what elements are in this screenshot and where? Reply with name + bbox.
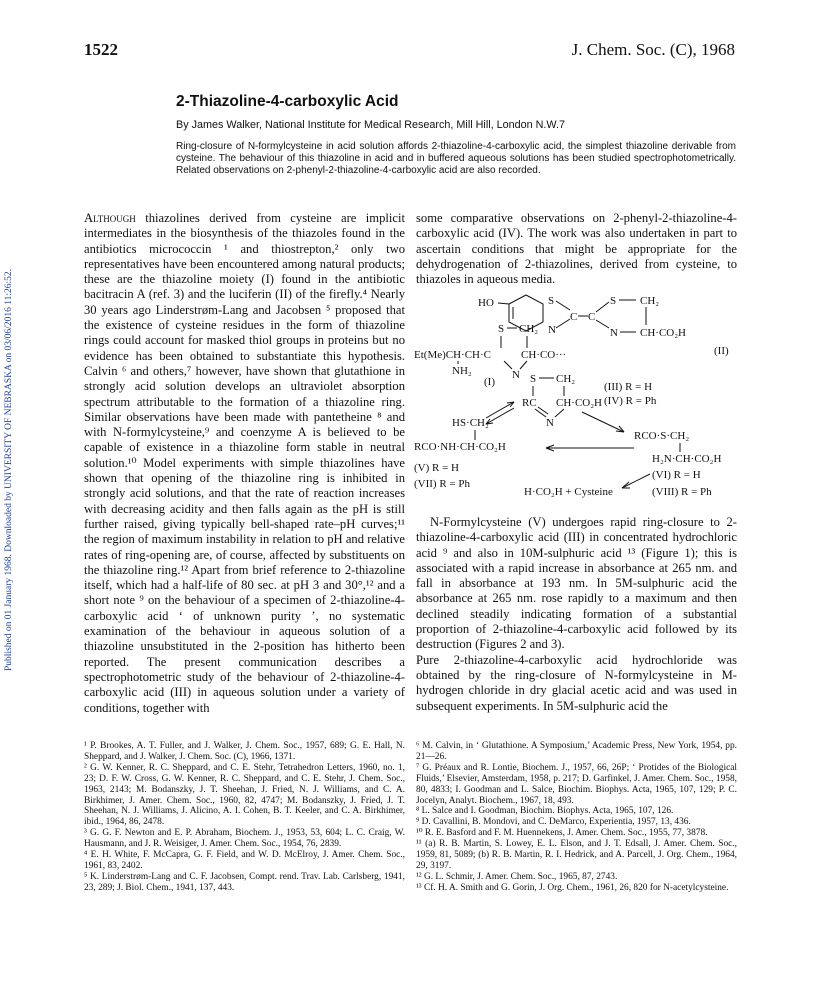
paragraph-ring-closure: N-Formylcysteine (V) undergoes rapid ring-closure to 2-thiazoline-4-carboxylic acid (III) in concentrated hydrochloric acid ⁹ and also in 10M-sulphuric acid ¹³ (Figure 1); this is associated with a rapid increase in absorbance at 265 nm. and fall in absorbance at 193 nm. In 5M-sulphuric acid the absorbance at 265 nm. rose rapidly to a maximum and then declined steadily indicating formation of a substantial proportion of 2-thiazoline-4-carboxylic acid followed by its destruction (Figures 2 and 3). bbox=[416, 515, 737, 652]
bond-n-c bbox=[556, 319, 570, 328]
footnote: ⁹ D. Cavallini, B. Mondovi, and C. DeMarco, Experientia, 1957, 13, 436. bbox=[416, 817, 691, 828]
label-viii: (VIII) R = Ph bbox=[652, 486, 712, 498]
footnote: ¹ P. Brookes, A. T. Fuller, and J. Walker, J. Chem. Soc., 1957, 689; G. E. Hall, N. Sheppard, and J. Walker, J. Chem. Soc. (C), 1966, 1371. bbox=[84, 741, 405, 762]
hsch2-label: HS·CH₂ bbox=[452, 417, 489, 429]
i-nh2-label: NH₂ bbox=[452, 365, 472, 377]
footnote: ⁵ K. Linderstrøm-Lang and C. F. Jacobsen, Compt. rend. Trav. Lab. Carlsberg, 1941, 23, 289; J. Biol. Chem., 1941, 137, 443. bbox=[84, 871, 405, 893]
footnote: ¹³ Cf. H. A. Smith and G. Gorin, J. Org. Chem., 1961, 26, 820 for N-acetylcysteine. bbox=[416, 882, 729, 893]
benz-c-label: C bbox=[570, 311, 578, 323]
label-v: (V) R = H bbox=[414, 462, 460, 474]
iii-rc-label: RC bbox=[522, 397, 537, 409]
download-watermark-text: Published on 01 January 1968. Downloaded by UNIVERSITY OF NEBRASKA on 03/06/2016 11:26:52. bbox=[4, 269, 14, 671]
ho-bond bbox=[498, 303, 509, 304]
bond-c-n-iii bbox=[535, 409, 546, 417]
label-vii: (VII) R = Ph bbox=[414, 478, 471, 490]
footnote: ² G. W. Kenner, R. C. Sheppard, and C. E. Stehr, Tetrahedron Letters, 1960, no. 1, 23; D. F. W. Cross, G. W. Kenner, R. C. Sheppard, and C. E. Stehr, J. Chem. Soc., 1963, 2143; M. Bodanszky, J. T. Sheehan, J. Fried, N. J. Williams, and C. A. Birkhimer, J. Amer. Chem. Soc., 1960, 82, 4747; M. Bodanszky, J. Fried, J. T. Sheehan, N. J. Williams, J. Alicino, A. I. Cohen, B. T. Keeler, and C. A. Birkhimer, ibid., 1964, 86, 2478. bbox=[84, 762, 405, 828]
intro-continued: some comparative observations on 2-phenyl-2-thiazoline-4-carboxylic acid (IV). The work was also undertaken in part to ascertain conditions that might be appropriate for the dehydrogenation of 2-thiazolines, derived from cysteine, to thiazoles in aqueous media. bbox=[416, 211, 737, 287]
bond-c-n-ii bbox=[596, 320, 609, 328]
bond-ch-n-iii bbox=[555, 409, 564, 417]
footnote: ⁶ M. Calvin, in ‘ Glutathione. A Symposium,’ Academic Press, New York, 1954, pp. 21—26. bbox=[416, 741, 737, 762]
footnote: ¹² G. L. Schmir, J. Amer. Chem. Soc., 1965, 87, 2743. bbox=[416, 871, 618, 882]
bond-c-s-ii bbox=[596, 302, 609, 312]
intro-column-left bbox=[84, 211, 405, 716]
intro-text: thiazolines derived from cysteine are implicit intermediates in the biosynthesis of the thiazoles found in the antibiotics micrococcin ¹ and thiostrepton,² only two representatives have been encountered among natural products; these are the thiazoline moiety (I) found in the antibiotic bacitracin A (ref. 3) and the luciferin (II) of the firefly.⁴ Nearly 30 years ago Linderstrøm-Lang and Jacobsen ⁵ proposed that the existence of cysteine residues in the form of thiazoline rings could account for masked thiol groups in proteins but no evidence has been obtained to substantiate this hypothesis. Calvin ⁶ and others,⁷ however, have shown that glutathione in strongly acid solution develops an ultraviolet absorption spectrum attributable to the formation of a thiazoline ring. Similar observations have been made with pantetheine ⁸ and with N-formylcysteine,⁹ and coenzyme A is believed to be capable of existence in a thiazoline form stable in neutral solution.¹⁰ Model experiments with simple thiazolines have shown that opening of the thiazoline ring is inhibited in strongly acid solutions, and that the rate of reaction increases with decreasing acidity and then falls again as the pH is still further raised, giving typically bell-shaped rate–pH curves;¹¹ the region of maximum instability in relation to pH and relative rates of ring-opening are, of course, affected by substituents on the thiazoline ring.¹² Apart from brief reference to 2-thiazoline itself, which had a half-life of 80 sec. at pH 3 and 30°,¹² and a short note ⁹ on the behaviour of a specimen of 2-thiazoline-4-carboxylic acid ‘ of unknown purity ’, no systematic examination of the behaviour in aqueous solution of a thiazoline unsubstituted in the 2-position has hitherto been reported. The present communication describes a spectrophotometric study of the behaviour of 2-thiazoline-4-carboxylic acid (III) in aqueous solution under a variety of conditions, together with bbox=[84, 211, 405, 715]
link-c-label: C bbox=[588, 311, 596, 323]
arrow-to-products bbox=[622, 474, 650, 488]
download-watermark bbox=[2, 130, 16, 810]
thz2-s-label: S bbox=[610, 295, 617, 307]
i-n-label: N bbox=[512, 369, 520, 381]
iii-ch2-label: CH₂ bbox=[556, 373, 576, 385]
abstract: Ring-closure of N-formylcysteine in acid solution affords 2-thiazoline-4-carboxylic acid, the simplest thiazoline derivable from cysteine. The behaviour of this thiazoline in acid and in buffered aqueous solutions has been studied spectrophotometrically. Related observations on 2-phenyl-2-thiazoline-4-carboxylic acid are also recorded. bbox=[176, 141, 736, 177]
intro-column-right bbox=[416, 211, 737, 287]
reaction-scheme bbox=[414, 292, 744, 507]
label-iii: (III) R = H bbox=[604, 381, 653, 393]
rconh-label: RCO·NH·CH·CO₂H bbox=[414, 441, 506, 453]
label-vi: (VI) R = H bbox=[652, 469, 701, 481]
ho-label: HO bbox=[478, 297, 494, 309]
h2nch-label: H₂N·CH·CO₂H bbox=[652, 453, 722, 465]
author-byline: By James Walker, National Institute for Medical Research, Mill Hill, London N.W.7 bbox=[176, 119, 566, 131]
thz2-ch2-label: CH₂ bbox=[640, 295, 660, 307]
thz2-n-label: N bbox=[610, 327, 618, 339]
i-ch2-label: CH₂ bbox=[519, 323, 539, 335]
bond-s-c bbox=[556, 301, 570, 310]
iii-s-label: S bbox=[530, 373, 537, 385]
iii-n-label: N bbox=[546, 417, 554, 429]
footnote: ¹¹ (a) R. B. Martin, S. Lowey, E. L. Elson, and J. T. Edsall, J. Amer. Chem. Soc., 1959, 81, 5089; (b) R. B. Martin, R. I. Hedrick, and A. Parcell, J. Org. Chem., 1964, 29, 3197. bbox=[416, 839, 737, 871]
results-column-right bbox=[416, 515, 737, 714]
footnote: ⁷ G. Préaux and R. Lontie, Biochem. J., 1957, 66, 26P; ‘ Protides of the Biological Fluids,’ Elsevier, Amsterdam, 1958, p. 217; D. Garfinkel, J. Amer. Chem. Soc., 1958, 80, 4833; I. Goodman and L. Salce, Biochim. Biophys. Acta, 1965, 107, 129; P. C. Jocelyn, Analyt. Biochem., 1967, 18, 493. bbox=[416, 762, 737, 806]
label-iv: (IV) R = Ph bbox=[604, 395, 657, 407]
bond-ch-n-i bbox=[520, 361, 527, 369]
footnote: ³ G. G. F. Newton and E. P. Abraham, Biochem. J., 1953, 53, 604; L. C. Craig, W. Hausmann, and J. R. Weisiger, J. Amer. Chem. Soc., 1954, 76, 2839. bbox=[84, 828, 405, 850]
label-ii: (II) bbox=[714, 345, 729, 357]
arrow-to-thioester bbox=[582, 412, 624, 432]
thz2-chco2h-label: CH·CO₂H bbox=[640, 327, 687, 339]
article-title: 2-Thiazoline-4-carboxylic Acid bbox=[176, 93, 399, 110]
iii-chco2h-label: CH·CO₂H bbox=[556, 397, 603, 409]
rcos-label: RCO·S·CH₂ bbox=[634, 430, 690, 442]
benz-n-label: N bbox=[548, 324, 556, 336]
i-chco-label: CH·CO··· bbox=[521, 349, 567, 361]
footnote: ⁴ E. H. White, F. McCapra, G. F. Field, and W. D. McElroy, J. Amer. Chem. Soc., 1961, 83, 2402. bbox=[84, 850, 405, 871]
page-number: 1522 bbox=[84, 40, 118, 59]
bond-c-n-i bbox=[504, 361, 512, 369]
label-i: (I) bbox=[484, 376, 495, 388]
footnotes-right bbox=[416, 741, 737, 894]
products-label: H·CO₂H + Cysteine bbox=[524, 486, 613, 498]
footnote: ⁸ L. Salce and I. Goodman, Biochim. Biophys. Acta, 1965, 107, 126. bbox=[416, 806, 674, 817]
i-s-label: S bbox=[498, 323, 505, 335]
benz-s-label: S bbox=[548, 295, 555, 307]
paragraph-hydrochloride: Pure 2-thiazoline-4-carboxylic acid hydrochloride was obtained by the ring-closure of N-formylcysteine in M-hydrogen chloride in dry glacial acetic acid and was used in subsequent experiments. In 5M-sulphuric acid the bbox=[416, 652, 737, 713]
footnote: ¹⁰ R. E. Basford and F. M. Huennekens, J. Amer. Chem. Soc., 1955, 77, 3878. bbox=[416, 828, 708, 839]
i-sub-label: Et(Me)CH·CH·C bbox=[414, 349, 491, 361]
intro-lead-word: Although bbox=[84, 211, 136, 225]
journal-running-head: J. Chem. Soc. (C), 1968 bbox=[571, 40, 735, 59]
footnotes-left bbox=[84, 741, 405, 894]
bond-c-n-iii-double bbox=[538, 407, 548, 414]
